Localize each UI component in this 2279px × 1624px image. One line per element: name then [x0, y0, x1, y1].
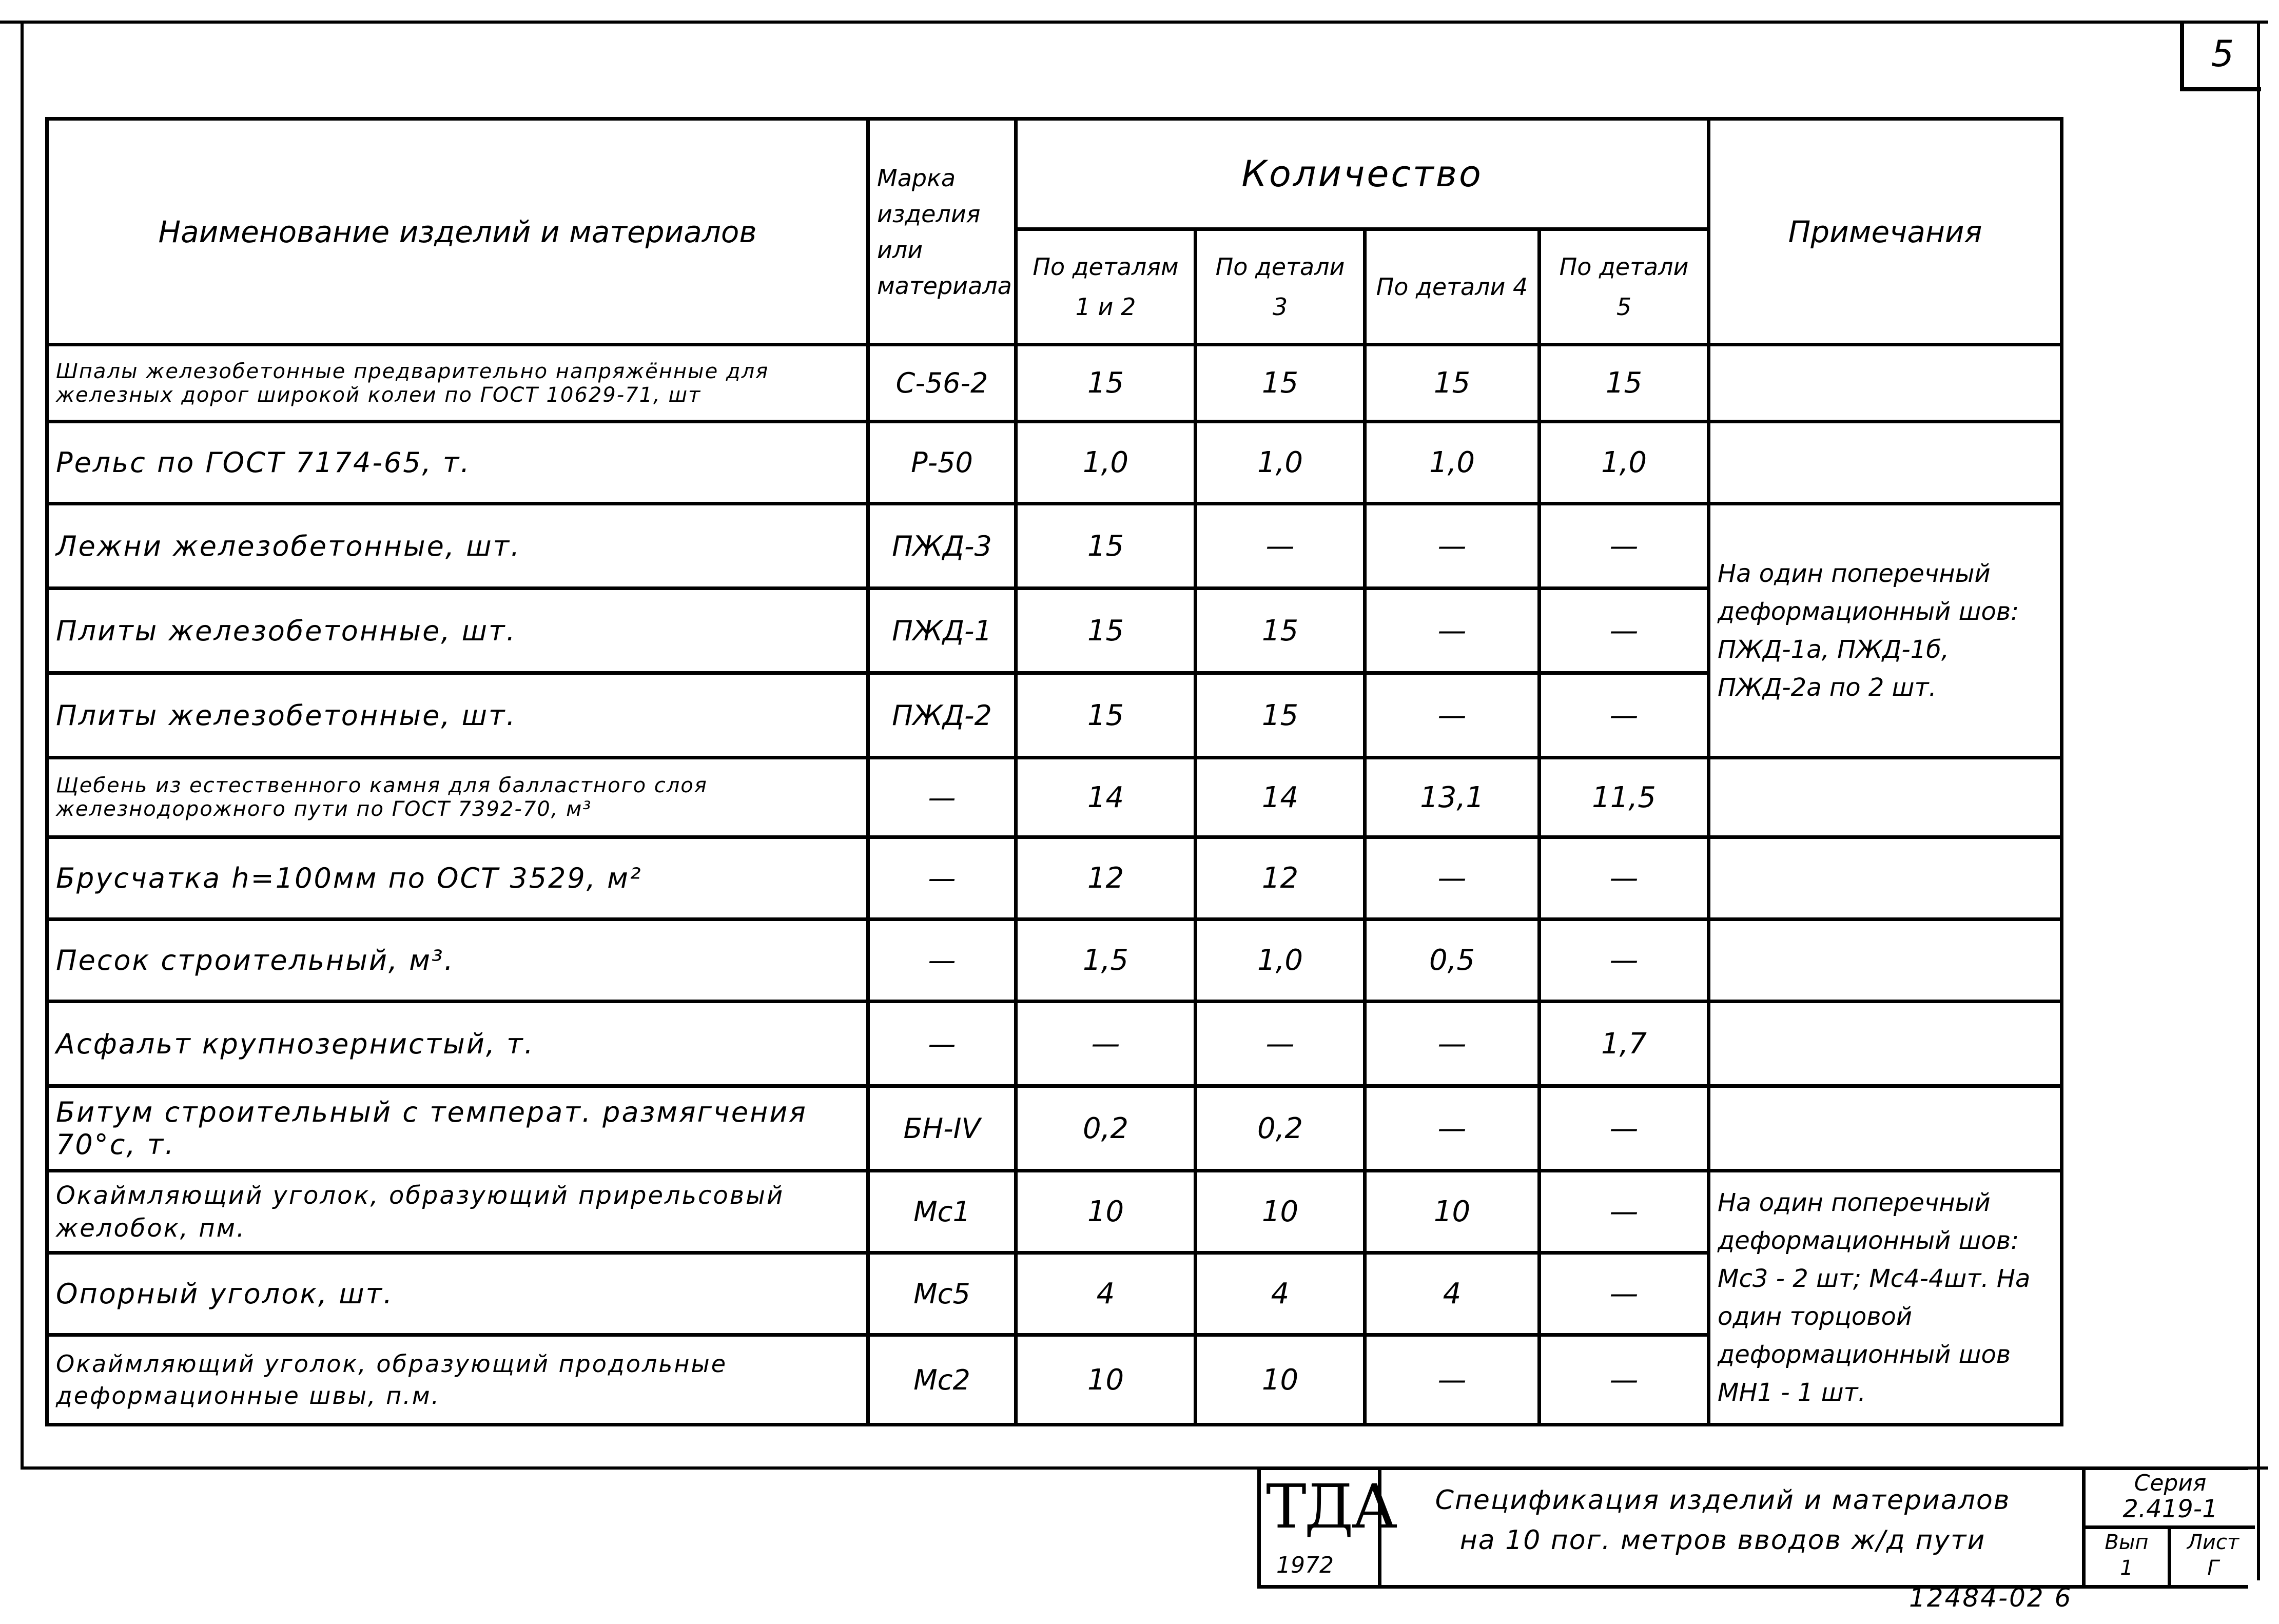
row-name: Шпалы железобетонные предварительно напряжённые для железных дорог широкой колеи по ГОСТ 10629-71, шт	[47, 345, 868, 422]
row-qty: 1,0	[1016, 422, 1196, 504]
row-qty: —	[1365, 1335, 1540, 1425]
specification-table	[45, 117, 2063, 1426]
row-qty: —	[1540, 837, 1709, 919]
row-mark: ПЖД-2	[868, 673, 1016, 758]
row-qty: 0,2	[1196, 1086, 1365, 1171]
row-qty: 15	[1196, 673, 1365, 758]
row-note-empty	[1709, 422, 2062, 504]
table-row	[47, 1002, 2062, 1086]
issue-value: 1	[2120, 1556, 2133, 1580]
row-qty: 1,5	[1016, 919, 1196, 1002]
row-qty: 15	[1016, 589, 1196, 673]
row-qty: 4	[1016, 1253, 1196, 1335]
row-qty: 11,5	[1540, 758, 1709, 837]
row-qty: 14	[1016, 758, 1196, 837]
row-qty: —	[1365, 837, 1540, 919]
row-mark: —	[868, 837, 1016, 919]
row-name: Песок строительный, м³.	[47, 919, 868, 1002]
row-qty: —	[1365, 589, 1540, 673]
sheet-value: Г	[2207, 1556, 2219, 1580]
row-qty: 15	[1016, 673, 1196, 758]
row-qty: 4	[1365, 1253, 1540, 1335]
row-qty: 12	[1196, 837, 1365, 919]
table-row	[47, 919, 2062, 1002]
row-qty: 15	[1196, 589, 1365, 673]
row-qty: 1,0	[1540, 422, 1709, 504]
row-qty: —	[1540, 504, 1709, 589]
row-qty: 12	[1016, 837, 1196, 919]
row-mark: —	[868, 758, 1016, 837]
series-box	[2082, 1470, 2255, 1585]
table-row	[47, 758, 2062, 837]
row-qty: —	[1365, 1086, 1540, 1171]
table-row	[47, 422, 2062, 504]
row-name: Рельс по ГОСТ 7174-65, т.	[47, 422, 868, 504]
divider	[2168, 1525, 2171, 1585]
row-name: Окаймляющий уголок, образующий продольные деформационные швы, п.м.	[47, 1335, 868, 1425]
row-mark: Мс5	[868, 1253, 1016, 1335]
sheet-number: 5	[2180, 21, 2261, 91]
row-qty: 15	[1016, 345, 1196, 422]
row-mark: —	[868, 919, 1016, 1002]
row-name: Окаймляющий уголок, образующий прирельсовый желобок, пм.	[47, 1171, 868, 1253]
row-qty: 10	[1365, 1171, 1540, 1253]
row-mark: БН-IV	[868, 1086, 1016, 1171]
row-note-empty	[1709, 758, 2062, 837]
row-name: Щебень из естественного камня для балластного слоя железнодорожного пути по ГОСТ 7392-70, м³	[47, 758, 868, 837]
row-mark: ПЖД-3	[868, 504, 1016, 589]
issue-label: Вып	[2105, 1531, 2149, 1554]
table-row	[47, 1171, 2062, 1253]
row-name: Битум строительный с температ. размягчения 70°с, т.	[47, 1086, 868, 1171]
row-mark: Р-50	[868, 422, 1016, 504]
row-qty: 15	[1196, 345, 1365, 422]
frame-left	[21, 21, 24, 1468]
row-qty: —	[1540, 919, 1709, 1002]
row-qty: 10	[1016, 1171, 1196, 1253]
row-qty: —	[1196, 1002, 1365, 1086]
row-mark: —	[868, 1002, 1016, 1086]
drawing-title-line: на 10 пог. метров вводов ж/д пути	[1459, 1525, 1986, 1556]
title-block	[1257, 1466, 2248, 1589]
header-qty-col: По деталям 1 и 2	[1016, 229, 1196, 345]
row-note-empty	[1709, 345, 2062, 422]
row-name: Опорный уголок, шт.	[47, 1253, 868, 1335]
row-mark: Мс2	[868, 1335, 1016, 1425]
note-plates: На один поперечный деформационный шов: ПЖД-1а, ПЖД-1б, ПЖД-2а по 2 шт.	[1709, 504, 2062, 758]
header-qty-col: По детали 4	[1365, 229, 1540, 345]
logo-year: 1972	[1276, 1552, 1334, 1578]
organization-logo	[1261, 1470, 1396, 1585]
row-qty: 1,0	[1196, 919, 1365, 1002]
note-angles: На один поперечный деформационный шов: Мс3 - 2 шт; Мс4-4шт. На один торцовой деформационный шов МН1 - 1 шт.	[1709, 1171, 2062, 1425]
row-qty: 15	[1540, 345, 1709, 422]
frame-top	[0, 21, 2268, 24]
row-qty: —	[1365, 673, 1540, 758]
row-qty: —	[1365, 1002, 1540, 1086]
header-name: Наименование изделий и материалов	[47, 119, 868, 345]
row-name: Асфальт крупнозернистый, т.	[47, 1002, 868, 1086]
row-qty: —	[1540, 1335, 1709, 1425]
table-row	[47, 837, 2062, 919]
row-qty: 10	[1196, 1171, 1365, 1253]
row-mark: ПЖД-1	[868, 589, 1016, 673]
row-qty: —	[1540, 1086, 1709, 1171]
row-name: Плиты железобетонные, шт.	[47, 673, 868, 758]
row-qty: —	[1540, 673, 1709, 758]
row-qty: —	[1540, 1253, 1709, 1335]
archive-stamp: 12484-02 6	[1909, 1583, 2073, 1613]
row-note-empty	[1709, 1086, 2062, 1171]
row-qty: —	[1196, 504, 1365, 589]
header-mark: Марка изделия или материала	[868, 119, 1016, 345]
table-row	[47, 1086, 2062, 1171]
row-qty: 0,5	[1365, 919, 1540, 1002]
row-mark: Мс1	[868, 1171, 1016, 1253]
header-notes: Примечания	[1709, 119, 2062, 345]
header-qty-col: По детали 5	[1540, 229, 1709, 345]
row-qty: —	[1016, 1002, 1196, 1086]
logo-text: ТДА	[1266, 1471, 1396, 1542]
row-mark: С-56-2	[868, 345, 1016, 422]
table-row	[47, 345, 2062, 422]
sheet-label: Лист	[2187, 1531, 2239, 1554]
row-name: Брусчатка h=100мм по ОСТ 3529, м²	[47, 837, 868, 919]
row-note-empty	[1709, 919, 2062, 1002]
row-name: Лежни железобетонные, шт.	[47, 504, 868, 589]
frame-right	[2257, 21, 2260, 1580]
row-qty: 1,7	[1540, 1002, 1709, 1086]
row-qty: 15	[1016, 504, 1196, 589]
row-qty: 13,1	[1365, 758, 1540, 837]
row-qty: 10	[1196, 1335, 1365, 1425]
row-note-empty	[1709, 837, 2062, 919]
row-qty: —	[1365, 504, 1540, 589]
row-name: Плиты железобетонные, шт.	[47, 589, 868, 673]
row-qty: 15	[1365, 345, 1540, 422]
row-qty: 1,0	[1365, 422, 1540, 504]
row-qty: 10	[1016, 1335, 1196, 1425]
row-note-empty	[1709, 1002, 2062, 1086]
series-value: 2.419-1	[2122, 1495, 2218, 1523]
row-qty: 1,0	[1196, 422, 1365, 504]
header-quantity: Количество	[1016, 119, 1709, 229]
drawing-title	[1384, 1480, 2061, 1560]
table-row	[47, 504, 2062, 589]
row-qty: —	[1540, 1171, 1709, 1253]
row-qty: —	[1540, 589, 1709, 673]
row-qty: 0,2	[1016, 1086, 1196, 1171]
row-qty: 4	[1196, 1253, 1365, 1335]
header-qty-col: По детали 3	[1196, 229, 1365, 345]
row-qty: 14	[1196, 758, 1365, 837]
series-label: Серия	[2134, 1470, 2207, 1496]
drawing-title-line: Спецификация изделий и материалов	[1435, 1485, 2011, 1516]
